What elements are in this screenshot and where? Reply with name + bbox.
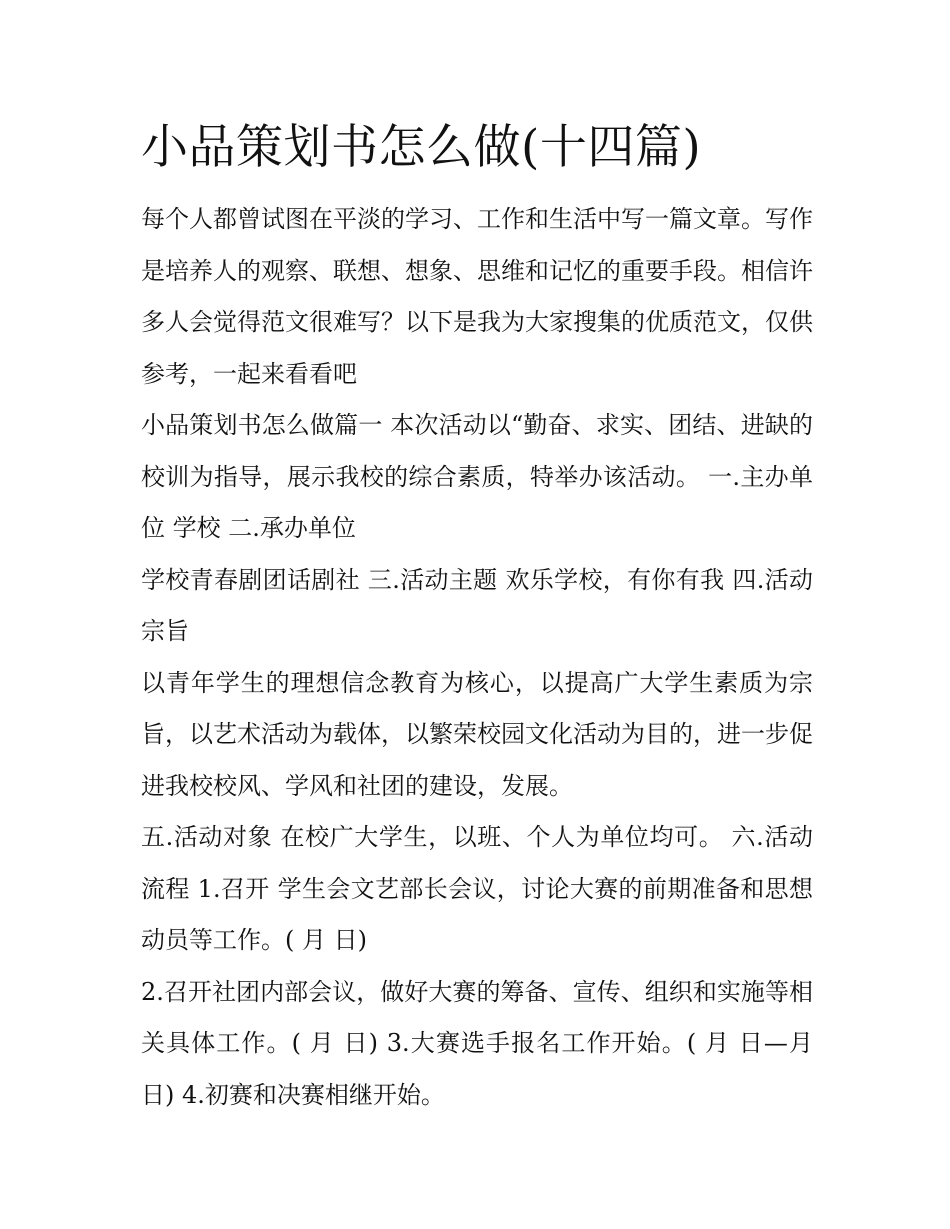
intro-paragraph: 每个人都曾试图在平淡的学习、工作和生活中写一篇文章。写作是培养人的观察、联想、想象、思维和记忆的重要手段。相信许多人会觉得范文很难写？以下是我为大家搜集的优质范文，仅供参考，一起来看看吧 (141, 205, 813, 388)
schedule-paragraph: 2.召开社团内部会议，做好大赛的筹备、宣传、组织和实施等相关具体工作。( 月 日) 3.大赛选手报名工作开始。( 月 日—月 日) 4.初赛和决赛相继开始。 (141, 977, 813, 1109)
process-paragraph: 五.活动对象 在校广大学生，以班、个人为单位均可。 六.活动流程 1.召开 学生会文艺部长会议，讨论大赛的前期准备和思想动员等工作。( 月 日) (141, 823, 813, 954)
theme-paragraph: 学校青春剧团话剧社 三.活动主题 欢乐学校，有你有我 四.活动宗旨 (141, 565, 813, 645)
section-one-paragraph: 小品策划书怎么做篇一 本次活动以“勤奋、求实、团结、进缺的校训为指导，展示我校的综合素质，特举办该活动。 一.主办单位 学校 二.承办单位 (141, 411, 813, 542)
document-title: 小品策划书怎么做(十四篇) (141, 120, 702, 175)
document-body (141, 112, 813, 1121)
purpose-paragraph: 以青年学生的理想信念教育为核心，以提高广大学生素质为宗旨，以艺术活动为载体，以繁荣校园文化活动为目的，进一步促进我校校风、学风和社团的建设，发展。 (141, 668, 813, 800)
